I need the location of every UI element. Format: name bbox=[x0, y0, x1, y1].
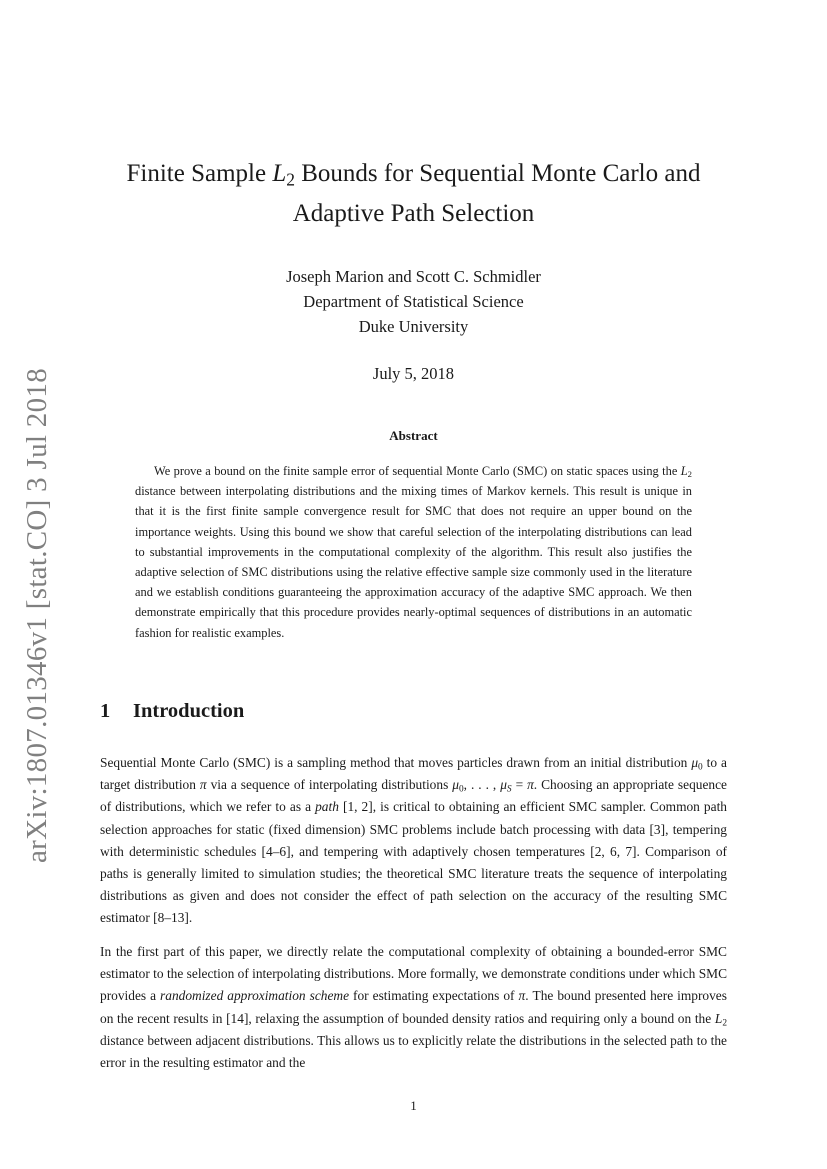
p1-text-7: [1, 2], is critical to obtaining an efficient SMC sampler. Common path selection approaches for static (fixed dimension) SMC problems include batch processing with data [3], tempering with deterministic schedules [4–6], and tempering with adaptively chosen temperatures [2, 6, 7]. Comparison of paths is generally limited to simulation studies; the theoretical SMC literature treats the sequence of interpolating distributions as given and does not consider the effect of path selection on the accuracy of the resulting SMC estimator [8–13]. bbox=[100, 799, 727, 926]
title-line-2: Adaptive Path Selection bbox=[292, 200, 535, 227]
p1-text-3: via a sequence of interpolating distributions bbox=[206, 777, 453, 793]
page-number: 1 bbox=[410, 1098, 417, 1113]
p1-mu0-sub: 0 bbox=[698, 762, 703, 773]
title-variable: L bbox=[272, 160, 287, 187]
p2-l-variable: L bbox=[714, 1010, 723, 1026]
abstract-text-a: We prove a bound on the finite sample error of sequential Monte Carlo (SMC) on static spaces using the bbox=[154, 464, 681, 478]
p1-mu-a: μ bbox=[452, 777, 459, 793]
title-text-b: Bounds for Sequential Monte Carlo and bbox=[294, 160, 701, 187]
author-university: Duke University bbox=[358, 317, 469, 336]
author-block bbox=[100, 264, 727, 339]
paper-date: July 5, 2018 bbox=[372, 364, 455, 383]
p1-text-2: to a target distribution bbox=[100, 755, 727, 793]
p1-mu-s-sub: S bbox=[506, 784, 512, 795]
p2-text-4: distance between adjacent distributions. This allows us to explicitly relate the distributions in the selected path to the error in the resulting estimator and the bbox=[100, 1032, 727, 1071]
p1-text-6: . Choosing an appropriate sequence of distributions, which we refer to as a bbox=[100, 777, 727, 815]
title-subscript: 2 bbox=[286, 169, 295, 190]
p1-pi-2: π bbox=[527, 777, 534, 793]
p2-text-3: . The bound presented here improves on the recent results in [14], relaxing the assumption of bounded density ratios and requiring only a bound on the bbox=[100, 988, 727, 1026]
section-heading-introduction bbox=[100, 700, 244, 723]
intro-paragraph-2 bbox=[100, 941, 727, 1074]
section-title: Introduction bbox=[133, 700, 245, 722]
author-names: Joseph Marion and Scott C. Schmidler bbox=[286, 267, 541, 286]
abstract-variable: L bbox=[680, 464, 688, 478]
abstract-heading: Abstract bbox=[389, 428, 438, 443]
abstract-subscript: 2 bbox=[687, 469, 692, 480]
paper-title bbox=[100, 154, 727, 234]
p1-text-4: , . . . , bbox=[463, 777, 501, 793]
p2-emphasis: randomized approximation scheme bbox=[160, 988, 350, 1004]
p1-text-1: Sequential Monte Carlo (SMC) is a sampling method that moves particles drawn from an initial distribution bbox=[100, 755, 692, 770]
p1-path-word: path bbox=[315, 799, 339, 815]
author-department: Department of Statistical Science bbox=[303, 292, 524, 311]
abstract-text-b: distance between interpolating distributions and the mixing times of Markov kernels. This result is unique in that it is the first finite sample convergence result for SMC that does not require an upper bound on the importance weights. Using this bound we show that careful selection of the interpolating distributions can lead to substantial improvements in the computational complexity of the algorithm. This result also justifies the adaptive selection of SMC distributions using the relative effective sample size commonly used in the literature and we establish conditions guaranteeing the approximation accuracy of the adaptive SMC approach. We then demonstrate empirically that this procedure provides nearly-optimal sequences of distributions in an automatic fashion for realistic examples. bbox=[135, 484, 692, 640]
p2-l-subscript: 2 bbox=[722, 1017, 727, 1028]
title-line-1 bbox=[100, 154, 727, 194]
p1-mu-a-sub: 0 bbox=[458, 784, 464, 795]
intro-paragraph-1 bbox=[100, 752, 727, 930]
p1-text-5: = bbox=[511, 777, 528, 793]
arxiv-stamp-text: arXiv:1807.01346v1 [stat.CO] 3 Jul 2018 bbox=[20, 367, 53, 863]
p2-pi: π bbox=[518, 988, 526, 1004]
p1-mu-s: μ bbox=[500, 777, 507, 793]
p1-mu0: μ bbox=[691, 755, 699, 770]
abstract-text bbox=[135, 461, 692, 643]
arxiv-stamp bbox=[12, 367, 62, 863]
p2-text-2: for estimating expectations of bbox=[349, 988, 519, 1004]
title-text-a: Finite Sample bbox=[126, 160, 273, 187]
section-number: 1 bbox=[100, 700, 111, 722]
p2-text-1: In the first part of this paper, we directly relate the computational complexity of obtaining a bounded-error SMC estimator to the selection of interpolating distributions. More formally, we demonstrate conditions under which SMC provides a bbox=[100, 944, 727, 1004]
p1-pi-1: π bbox=[199, 777, 207, 793]
